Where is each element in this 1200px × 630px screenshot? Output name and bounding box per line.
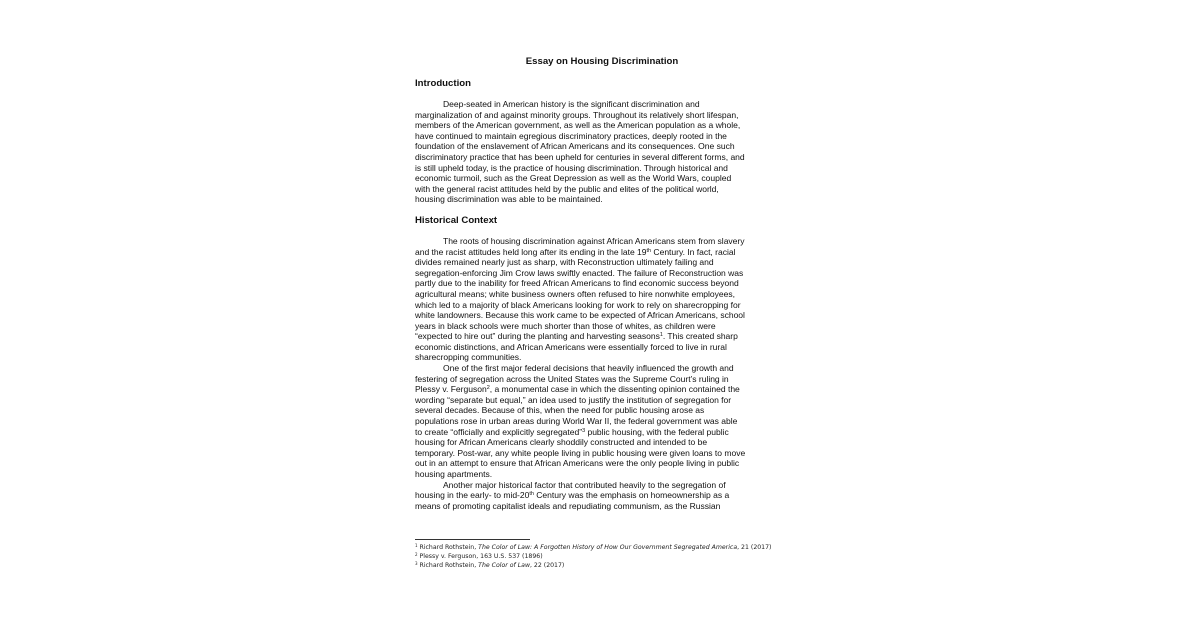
text-line <box>415 247 787 258</box>
text-line: discriminatory practice that has been upheld for centuries in several different forms, and <box>415 151 745 162</box>
footnote-ref: 2 <box>486 385 490 392</box>
document-body <box>415 56 787 511</box>
footnote-number: 3 <box>415 561 418 566</box>
paragraph-historical-context-1 <box>415 236 787 363</box>
text-line: economic distinctions, and African Americans were essentially forced to live in rural <box>415 341 727 352</box>
text-run: Plessy v. Ferguson <box>415 384 487 395</box>
text-line: housing discrimination was able to be maintained. <box>415 194 603 205</box>
footnotes <box>415 543 815 570</box>
text-line: members of the American government, as well as the American population as a whole, <box>415 120 741 131</box>
text-line: white landowners. Because this work came to be expected of African Americans, school <box>415 310 745 321</box>
text-line: out in an attempt to ensure that African Americans were the only people living in public <box>415 458 740 469</box>
paragraph-historical-context-3 <box>415 480 787 512</box>
superscript: th <box>529 491 534 498</box>
footnote-book-title: The Color of Law: A Forgotten History of How Our Government Segregated America <box>478 544 738 551</box>
text-line: divides remained nearly just as sharp, with Reconstruction ultimately failing and <box>415 257 714 268</box>
text-line: economic turmoil, such as the Great Depression as well as the World Wars, coupled <box>415 173 732 184</box>
text-run: housing in the early- to mid-20 <box>415 490 530 501</box>
footnote-ref: 3 <box>582 427 586 434</box>
text-line: foundation of the enslavement of African Americans and its consequences. One such <box>415 141 735 152</box>
text-line: temporary. Post-war, any white people living in public housing were given loans to move <box>415 447 746 458</box>
footnote-text: Richard Rothstein, <box>417 544 479 551</box>
text-line: housing for African Americans clearly shoddily constructed and intended to be <box>415 437 708 448</box>
text-run: Century was the emphasis on homeownership as a <box>533 490 730 501</box>
text-line: Deep-seated in American history is the significant discrimination and <box>443 99 700 109</box>
text-run: to create “officially and explicitly segregated” <box>415 426 583 437</box>
text-line <box>415 427 787 438</box>
text-line: housing apartments. <box>415 469 493 479</box>
footnote-text: Plessy v. Ferguson, 163 U.S. 537 (1896) <box>417 553 543 560</box>
footnote-3 <box>415 561 815 570</box>
text-run: “expected to hire out” during the planting and harvesting seasons <box>415 331 660 342</box>
section-heading-introduction: Introduction <box>415 78 471 89</box>
footnote-book-title: The Color of Law <box>478 562 530 569</box>
paragraph-introduction <box>415 99 787 205</box>
text-run: , a monumental case in which the dissenting opinion contained the <box>489 384 740 395</box>
text-line: means of promoting capitalist ideals and repudiating communism, as the Russian <box>415 500 721 511</box>
text-line: populations rose in urban areas during World War II, the federal government was able <box>415 416 738 427</box>
section-heading-historical-context: Historical Context <box>415 214 498 226</box>
text-line: several decades. Because of this, when the need for public housing arose as <box>415 405 705 416</box>
text-line: years in black schools were much shorter than those of whites, as children were <box>415 320 716 331</box>
footnote-1 <box>415 543 815 552</box>
footnote-number: 2 <box>415 552 418 557</box>
footnote-text: , 22 (2017) <box>530 562 565 569</box>
paragraph-historical-context-2 <box>415 363 787 480</box>
text-line: with the general racist attitudes held by the public and elites of the political world, <box>415 183 719 194</box>
text-run: Century. In fact, racial <box>651 246 736 257</box>
text-line <box>415 384 787 395</box>
document-title: Essay on Housing Discrimination <box>525 56 679 67</box>
footnote-2 <box>415 552 815 561</box>
text-line: segregation-enforcing Jim Crow laws swiftly enacted. The failure of Reconstruction was <box>415 267 744 278</box>
text-line: which led to a majority of black Americans looking for work to rely on sharecropping for <box>415 299 741 310</box>
footnote-ref: 1 <box>659 332 663 339</box>
footnote-text: , 21 (2017) <box>737 544 772 551</box>
text-line: sharecropping communities. <box>415 352 522 363</box>
text-line: is still upheld today, is the practice of housing discrimination. Through historical and <box>415 162 728 173</box>
text-line: One of the first major federal decisions that heavily influenced the growth and <box>443 363 734 374</box>
text-line <box>415 331 787 342</box>
superscript: th <box>646 247 652 254</box>
text-line: festering of segregation across the United States was the Supreme Court’s ruling in <box>415 373 729 384</box>
text-line: marginalization of and against minority groups. Throughout its relatively short lifespan, <box>415 109 739 120</box>
footnote-number: 1 <box>415 543 418 548</box>
text-line: partly due to the inability for freed African Americans to find economic success beyond <box>415 278 739 289</box>
text-line: have continued to maintain egregious discriminatory practices, deeply rooted in the <box>415 130 727 141</box>
text-line: agricultural means; white business owners often refused to hire nonwhite employees, <box>415 288 735 299</box>
text-line: The roots of housing discrimination against African Americans stem from slavery <box>443 235 745 246</box>
text-run: public housing, with the federal public <box>585 426 729 437</box>
text-run: . This created sharp <box>662 331 738 342</box>
footnote-text: Richard Rothstein, <box>417 562 479 569</box>
text-line: Another major historical factor that contributed heavily to the segregation of <box>443 479 726 490</box>
footnote-separator <box>415 539 530 540</box>
text-line <box>415 490 787 501</box>
text-line: wording “separate but equal,” an idea used to justify the institution of segregation for <box>415 394 732 405</box>
text-run: and the racist attitudes held long after its ending in the late 19 <box>415 246 647 257</box>
